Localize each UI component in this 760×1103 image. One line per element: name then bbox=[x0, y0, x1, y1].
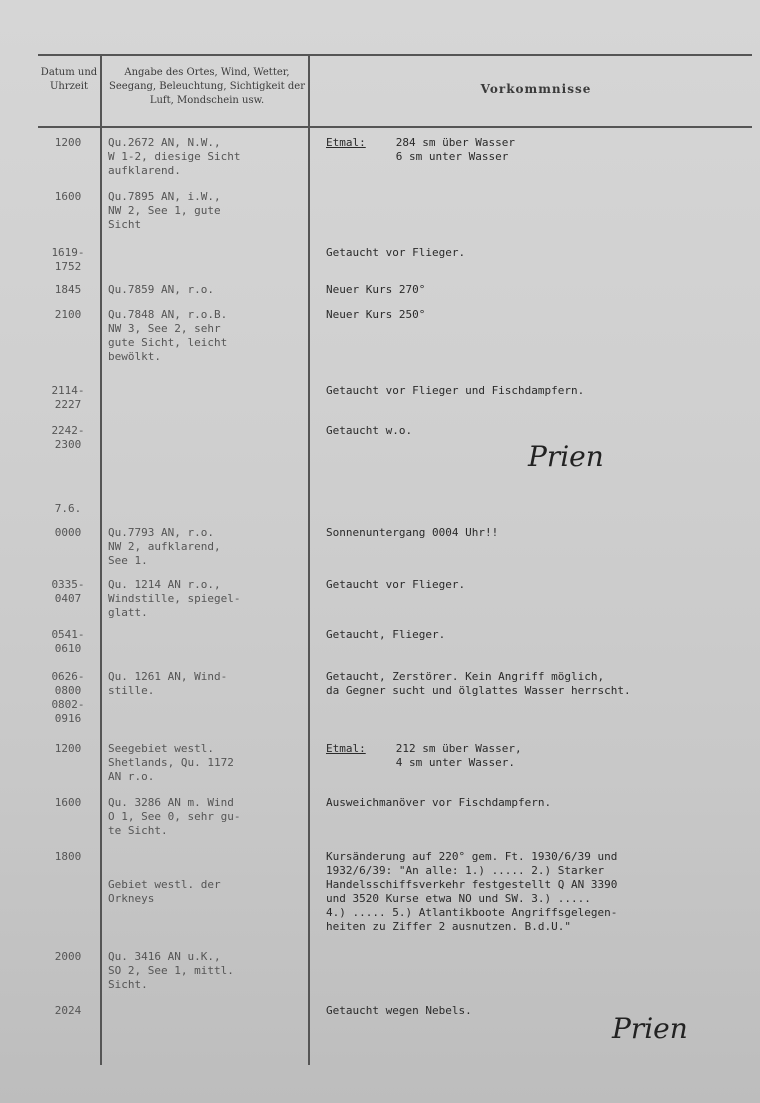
column-divider-1 bbox=[100, 56, 102, 1065]
entry-location-weather: Qu.7895 AN, i.W., NW 2, See 1, gute Sicht bbox=[108, 190, 221, 231]
entry-time: 2100 bbox=[54, 308, 82, 321]
entry-time: 1200 bbox=[54, 742, 82, 755]
entry-location-weather: Qu. 1261 AN, Wind- stille. bbox=[108, 670, 228, 697]
entry-events-text: Neuer Kurs 250° bbox=[326, 308, 426, 321]
entry-events-text: Neuer Kurs 270° bbox=[326, 283, 426, 296]
entry-events-text: Getaucht, Flieger. bbox=[326, 628, 446, 641]
column-divider-2 bbox=[308, 56, 310, 1065]
entry-location-weather: Qu. 3286 AN m. Wind O 1, See 0, sehr gu- te Sicht. bbox=[108, 796, 241, 837]
entry-time: 1600 bbox=[54, 796, 82, 809]
entry-location-weather: Qu.7793 AN, r.o. NW 2, aufklarend, See 1. bbox=[108, 526, 221, 567]
entry-events bbox=[326, 628, 756, 642]
header-location-weather: Angabe des Ortes, Wind, Wetter, Seegang, Beleuchtung, Sichtigkeit der Luft, Mondschein usw. bbox=[109, 67, 305, 106]
entry-events-text: Getaucht w.o. bbox=[326, 424, 413, 437]
entry-events-text: Kursänderung auf 220° gem. Ft. 1930/6/39 und 1932/6/39: "An alle: 1.) ..... 2.) Starker Handelsschiffsverkehr festgestellt Q AN 3390 und 3520 Kurse etwa NO und SW. 3.) ..... 4.) ..... 5.) Atlantikboote Angriffsgelegen- heiten zu Ziffer 2 ausnutzen. B.d.U." bbox=[326, 850, 618, 933]
entry-events bbox=[326, 670, 756, 698]
entry-events bbox=[326, 308, 756, 322]
entry-events bbox=[326, 796, 756, 810]
entry-events-text: Sonnenuntergang 0004 Uhr!! bbox=[326, 526, 499, 539]
entry-events-text: 212 sm über Wasser, 4 sm unter Wasser. bbox=[395, 742, 522, 769]
entry-events bbox=[326, 742, 756, 770]
entry-time: 0626- 0800 0802- 0916 bbox=[51, 670, 85, 725]
entry-events-text: Getaucht wegen Nebels. bbox=[326, 1004, 472, 1017]
commander-signature: Prien bbox=[528, 440, 604, 473]
entry-time: 0541- 0610 bbox=[51, 628, 85, 655]
entry-events bbox=[326, 283, 756, 297]
entry-location-weather: Seegebiet westl. Shetlands, Qu. 1172 AN r.o. bbox=[108, 742, 234, 783]
commander-signature: Prien bbox=[612, 1012, 688, 1045]
entry-events-text: Getaucht vor Flieger. bbox=[326, 578, 466, 591]
entry-time: 7.6. bbox=[54, 502, 82, 515]
entry-location-weather: Gebiet westl. der Orkneys bbox=[108, 878, 221, 905]
entry-events bbox=[326, 424, 756, 438]
entry-events bbox=[326, 246, 756, 260]
entry-events-text: Ausweichmanöver vor Fischdampfern. bbox=[326, 796, 552, 809]
entry-time: 1600 bbox=[54, 190, 82, 203]
entry-events bbox=[326, 384, 756, 398]
entry-time: 1800 bbox=[54, 850, 82, 863]
header-events: Vorkommnisse bbox=[480, 82, 592, 96]
entry-events bbox=[326, 850, 756, 934]
entry-time: 1619- 1752 bbox=[51, 246, 85, 273]
entry-location-weather: Qu. 1214 AN r.o., Windstille, spiegel- glatt. bbox=[108, 578, 241, 619]
entry-location-weather: Qu.7859 AN, r.o. bbox=[108, 283, 214, 296]
entry-time: 1200 bbox=[54, 136, 82, 149]
entry-events bbox=[326, 136, 756, 164]
entry-events-text: 284 sm über Wasser 6 sm unter Wasser bbox=[395, 136, 515, 163]
header-rule bbox=[38, 126, 752, 128]
top-rule bbox=[38, 54, 752, 56]
entry-time: 0335- 0407 bbox=[51, 578, 85, 605]
etmal-label: Etmal: bbox=[326, 136, 366, 149]
entry-time: 2114- 2227 bbox=[51, 384, 85, 411]
entry-events-text: Getaucht vor Flieger und Fischdampfern. bbox=[326, 384, 585, 397]
entry-time: 2000 bbox=[54, 950, 82, 963]
entry-events bbox=[326, 578, 756, 592]
entry-time: 2242- 2300 bbox=[51, 424, 85, 451]
header-date-time: Datum und Uhrzeit bbox=[40, 67, 98, 92]
entry-events-text: Getaucht, Zerstörer. Kein Angriff möglich, da Gegner sucht und ölglattes Wasser herrscht. bbox=[326, 670, 631, 697]
entry-events-text: Getaucht vor Flieger. bbox=[326, 246, 466, 259]
entry-location-weather: Qu. 3416 AN u.K., SO 2, See 1, mittl. Sicht. bbox=[108, 950, 234, 991]
entry-location-weather: Qu.7848 AN, r.o.B. NW 3, See 2, sehr gute Sicht, leicht bewölkt. bbox=[108, 308, 228, 363]
entry-time: 1845 bbox=[54, 283, 82, 296]
etmal-label: Etmal: bbox=[326, 742, 366, 755]
entry-events bbox=[326, 1004, 756, 1018]
entry-events bbox=[326, 526, 756, 540]
entry-time: 2024 bbox=[54, 1004, 82, 1017]
entry-location-weather: Qu.2672 AN, N.W., W 1-2, diesige Sicht aufklarend. bbox=[108, 136, 241, 177]
entry-time: 0000 bbox=[54, 526, 82, 539]
